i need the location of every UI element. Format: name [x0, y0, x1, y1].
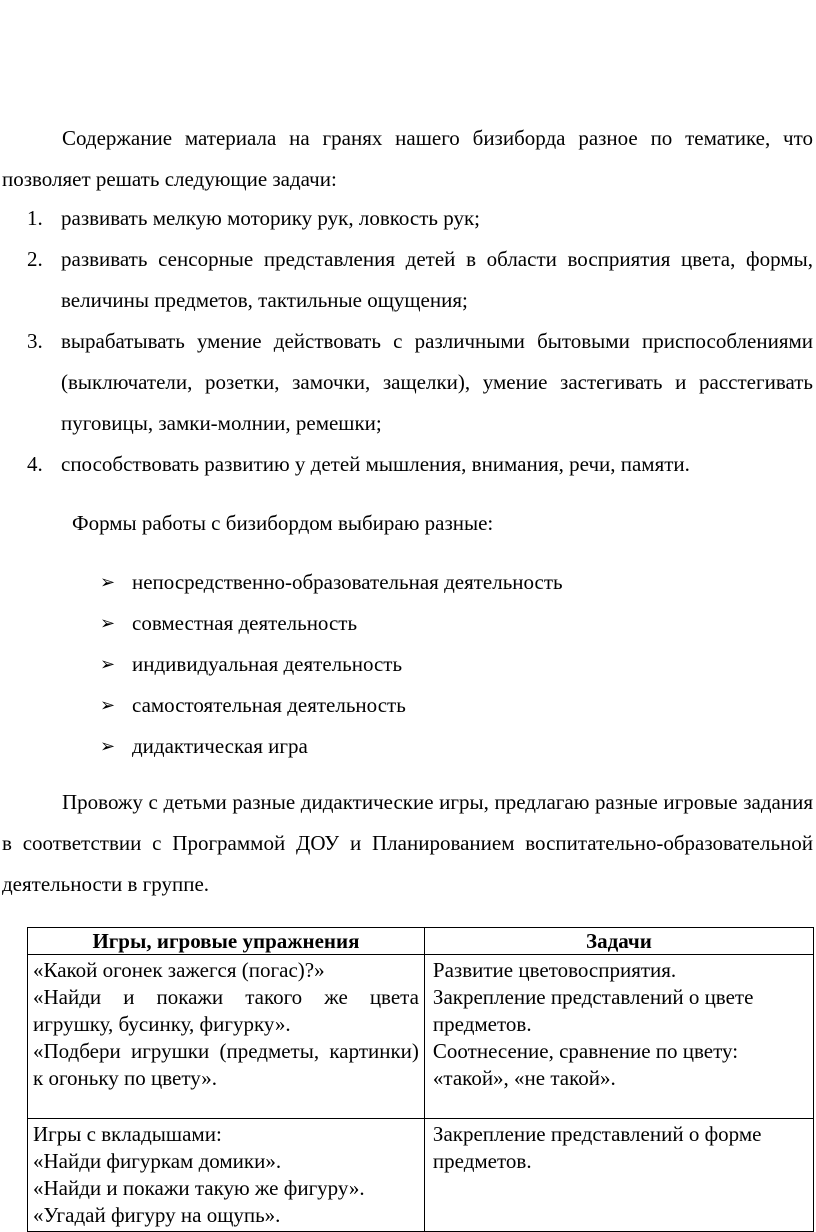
arrow-bullet-icon: ➢	[100, 613, 116, 634]
table-cell-games	[28, 1119, 425, 1232]
task-line: Развитие цветовосприятия.	[432, 958, 677, 982]
task-line: Закрепление представлений о цвете предметов.	[432, 985, 754, 1036]
arrow-bullet-icon: ➢	[100, 572, 116, 593]
game-line: «Найди и покажи такую же фигуру».	[33, 1176, 365, 1200]
list-number: 3.	[27, 329, 43, 353]
list-item-text: дидактическая игра	[132, 734, 308, 758]
game-line: «Подбери игрушки (предметы, картинки) к огоньку по цвету».	[33, 1039, 419, 1090]
list-item-text: способствовать развитию у детей мышления, внимания, речи, памяти.	[61, 452, 690, 476]
list-item-text: развивать сенсорные представления детей в области восприятия цвета, формы, величины предметов, тактильные ощущения;	[61, 247, 813, 312]
list-item	[0, 198, 813, 239]
list-item-text: непосредственно-образовательная деятельность	[132, 570, 563, 594]
game-line: Игры с вкладышами:	[33, 1122, 222, 1146]
table-header-tasks: Задачи	[424, 928, 813, 955]
list-item-text: развивать мелкую моторику рук, ловкость рук;	[61, 206, 480, 230]
task-line: Соотнесение, сравнение по цвету: «такой», «не такой».	[432, 1039, 739, 1090]
games-table	[27, 927, 814, 1232]
games-paragraph: Провожу с детьми разные дидактические игры, предлагаю разные игровые задания в соответствии с Программой ДОУ и Планированием воспитательно-образовательной деятельности в группе.	[2, 790, 813, 896]
list-number: 1.	[27, 206, 43, 230]
list-item	[0, 444, 813, 485]
list-number: 4.	[27, 452, 43, 476]
game-line: «Угадай фигуру на ощупь».	[33, 1203, 281, 1227]
list-item	[0, 644, 813, 685]
table-row	[28, 1119, 814, 1232]
forms-list	[0, 562, 813, 767]
table-row	[28, 955, 814, 1119]
task-line: Закрепление представлений о форме предметов.	[432, 1122, 762, 1173]
game-line: «Найди и покажи такого же цвета игрушку, бусинку, фигурку».	[33, 985, 419, 1036]
arrow-bullet-icon: ➢	[100, 695, 116, 716]
list-item	[0, 603, 813, 644]
list-item	[0, 562, 813, 603]
table-header-games: Игры, игровые упражнения	[28, 928, 425, 955]
list-item-text: индивидуальная деятельность	[132, 652, 403, 676]
list-item-text: самостоятельная деятельность	[132, 693, 406, 717]
tasks-list	[0, 198, 813, 485]
list-item	[0, 685, 813, 726]
list-number: 2.	[27, 247, 43, 271]
list-item	[0, 321, 813, 444]
game-line: «Найди фигуркам домики».	[33, 1149, 282, 1173]
arrow-bullet-icon: ➢	[100, 654, 116, 675]
table-header-row	[28, 928, 814, 955]
table-cell-tasks	[424, 955, 813, 1119]
list-item-text: совместная деятельность	[132, 611, 358, 635]
game-line: «Какой огонек зажегся (погас)?»	[33, 958, 325, 982]
list-item-text: вырабатывать умение действовать с различными бытовыми приспособлениями (выключатели, розетки, замочки, защелки), умение застегивать и расстегивать пуговицы, замки-молнии, ремешки;	[61, 329, 813, 435]
list-item	[0, 239, 813, 321]
intro-paragraph: Содержание материала на гранях нашего бизиборда разное по тематике, что позволяет решать следующие задачи:	[2, 126, 813, 191]
forms-title: Формы работы с бизибордом выбираю разные:	[72, 511, 494, 535]
table-cell-games	[28, 955, 425, 1119]
arrow-bullet-icon: ➢	[100, 736, 116, 757]
table-cell-tasks	[424, 1119, 813, 1232]
list-item	[0, 726, 813, 767]
